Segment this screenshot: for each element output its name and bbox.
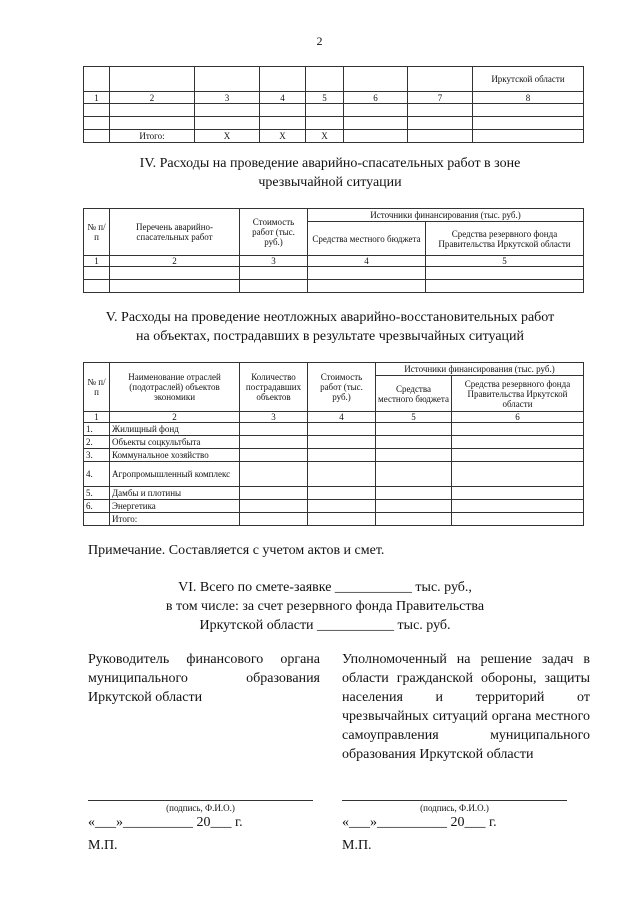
table-cell: Средства местного бюджета <box>376 376 452 412</box>
table-cell <box>110 117 195 130</box>
table-cell: 8 <box>473 92 584 104</box>
table-cell <box>240 500 308 513</box>
table1-total-label: Итого: <box>110 130 195 143</box>
table-cell: Х <box>260 130 306 143</box>
right-signature-line <box>342 800 567 801</box>
table-cell <box>408 104 473 117</box>
table-cell <box>408 117 473 130</box>
table-cell <box>84 280 110 293</box>
table-cell <box>308 500 376 513</box>
table-row <box>84 436 584 449</box>
table-cell <box>376 436 452 449</box>
table-cell <box>344 130 408 143</box>
table-cell <box>376 487 452 500</box>
section6: VI. Всего по смете-заявке ___________ тыс. руб., в том числе: за счет резервного фонда Правительства Иркутской области ___________ тыс. руб. <box>165 580 485 633</box>
table-cell <box>240 462 308 487</box>
table-cell <box>260 67 306 92</box>
table-row <box>84 449 584 462</box>
table-cell <box>408 130 473 143</box>
left-signatory-title: Руководитель финансового органа муниципального образования Иркутской области <box>88 652 320 705</box>
section4-title: IV. Расходы на проведение аварийно-спасательных работ в зоне чрезвычайной ситуации <box>139 156 521 190</box>
table-cell: 1 <box>84 412 110 423</box>
table-cell <box>84 513 110 526</box>
table-cell: Стоимость работ (тыс. руб.) <box>240 209 308 256</box>
table-cell: 4 <box>260 92 306 104</box>
table-cell <box>306 104 344 117</box>
table-cell: 3 <box>195 92 260 104</box>
right-date: «___»__________ 20___ г. <box>342 815 497 830</box>
table-cell <box>306 117 344 130</box>
table-cell: Дамбы и плотины <box>110 487 240 500</box>
table-cell: Средства резервного фонда Правительства Иркутской области <box>426 222 584 256</box>
table-cell: № п/п <box>84 363 110 412</box>
table-cell <box>376 423 452 436</box>
table-cell: Коммунальное хозяйство <box>110 449 240 462</box>
table-cell <box>344 117 408 130</box>
section5-title: V. Расходы на проведение неотложных аварийно-восстановительных работ на объектах, пострадавших в результате чрезвычайных ситуаций <box>105 310 555 344</box>
table-row <box>84 462 584 487</box>
table1-header-partial: Иркутской области <box>473 67 584 92</box>
table-cell: 1 <box>84 256 110 267</box>
table-cell <box>376 500 452 513</box>
table-cell: Средства резервного фонда Правительства Иркутской области <box>452 376 584 412</box>
table-cell: Энергетика <box>110 500 240 513</box>
table-cell <box>84 67 110 92</box>
left-signature-caption: (подпись, Ф.И.О.) <box>166 803 235 813</box>
table-cell: 5. <box>84 487 110 500</box>
table-cell: 4 <box>308 256 426 267</box>
table-cell <box>308 449 376 462</box>
table-cell <box>452 487 584 500</box>
table-cell: 6. <box>84 500 110 513</box>
table-cell: Наименование отраслей (подотраслей) объектов экономики <box>110 363 240 412</box>
table-cell: Стоимость работ (тыс. руб.) <box>308 363 376 412</box>
table-cell <box>452 500 584 513</box>
table-cell <box>408 67 473 92</box>
table-cell <box>452 449 584 462</box>
section5-table <box>83 362 584 526</box>
table-cell <box>452 513 584 526</box>
table-cell: Жилищный фонд <box>110 423 240 436</box>
table-cell <box>473 104 584 117</box>
table-cell: 5 <box>306 92 344 104</box>
table-cell: 2. <box>84 436 110 449</box>
table-cell <box>344 67 408 92</box>
table-cell: 4 <box>308 412 376 423</box>
table-cell: Средства местного бюджета <box>308 222 426 256</box>
table-cell: 3. <box>84 449 110 462</box>
table-cell: 4. <box>84 462 110 487</box>
table-cell: Объекты соцкультбыта <box>110 436 240 449</box>
table-cell <box>452 436 584 449</box>
table-cell <box>240 513 308 526</box>
table-cell: 1 <box>84 92 110 104</box>
table-cell <box>84 267 110 280</box>
table-cell <box>308 487 376 500</box>
table-cell: Агропромышленный комплекс <box>110 462 240 487</box>
table-cell <box>84 117 110 130</box>
table-cell: 2 <box>110 92 195 104</box>
page-number: 2 <box>316 34 323 48</box>
table-cell <box>84 104 110 117</box>
left-signature-line <box>88 800 313 801</box>
table-cell <box>426 267 584 280</box>
table-cell: 5 <box>376 412 452 423</box>
left-stamp-place: М.П. <box>88 838 118 853</box>
table-cell <box>260 104 306 117</box>
section5-total-label: Итого: <box>110 513 240 526</box>
table-cell <box>473 130 584 143</box>
table-cell <box>260 117 306 130</box>
table-cell <box>308 513 376 526</box>
table-cell: 7 <box>408 92 473 104</box>
table-cell <box>308 436 376 449</box>
table-cell <box>308 267 426 280</box>
table-row <box>84 487 584 500</box>
table-cell <box>110 267 240 280</box>
table-cell <box>240 423 308 436</box>
right-stamp-place: М.П. <box>342 838 372 853</box>
table-cell <box>306 67 344 92</box>
table-cell <box>110 280 240 293</box>
left-date: «___»__________ 20___ г. <box>88 815 243 830</box>
table-row <box>84 513 584 526</box>
table-cell <box>376 462 452 487</box>
table-cell <box>84 130 110 143</box>
table-cell: Источники финансирования (тыс. руб.) <box>308 209 584 222</box>
table-cell <box>240 267 308 280</box>
table-cell <box>426 280 584 293</box>
right-signatory-title: Уполномоченный на решение задач в области гражданской обороны, защиты населения и территорий от чрезвычайных ситуаций органа местного самоуправления муниципального образования Иркутской области <box>342 652 590 762</box>
table-cell <box>195 104 260 117</box>
table-cell: 6 <box>452 412 584 423</box>
table-cell: 3 <box>240 412 308 423</box>
table-cell <box>376 449 452 462</box>
table-row <box>84 423 584 436</box>
table-cell: Х <box>306 130 344 143</box>
table-cell <box>473 117 584 130</box>
table-cell <box>240 280 308 293</box>
table-cell <box>110 104 195 117</box>
table-cell <box>376 513 452 526</box>
table-cell: Количество пострадавших объектов <box>240 363 308 412</box>
table-cell <box>452 423 584 436</box>
table-cell: 6 <box>344 92 408 104</box>
table-cell <box>195 67 260 92</box>
table-cell <box>195 117 260 130</box>
table-cell: Источники финансирования (тыс. руб.) <box>376 363 584 376</box>
table-cell <box>308 462 376 487</box>
table-cell <box>344 104 408 117</box>
table-cell: № п/п <box>84 209 110 256</box>
table-cell <box>308 280 426 293</box>
table-cell: Х <box>195 130 260 143</box>
section4-table <box>83 208 584 293</box>
table-cell: 2 <box>110 256 240 267</box>
table-cell <box>240 449 308 462</box>
table-cell <box>452 462 584 487</box>
table-cell <box>240 487 308 500</box>
note: Примечание. Составляется с учетом актов и смет. <box>88 543 385 558</box>
table-cell: 3 <box>240 256 308 267</box>
table-cell: 2 <box>110 412 240 423</box>
table-cell: 1. <box>84 423 110 436</box>
table-row <box>84 500 584 513</box>
right-signature-caption: (подпись, Ф.И.О.) <box>420 803 489 813</box>
table-cell: 5 <box>426 256 584 267</box>
table-cell <box>308 423 376 436</box>
table-cell <box>240 436 308 449</box>
table-cell <box>110 67 195 92</box>
continuation-table <box>83 66 584 143</box>
table-cell: Перечень аварийно-спасательных работ <box>110 209 240 256</box>
